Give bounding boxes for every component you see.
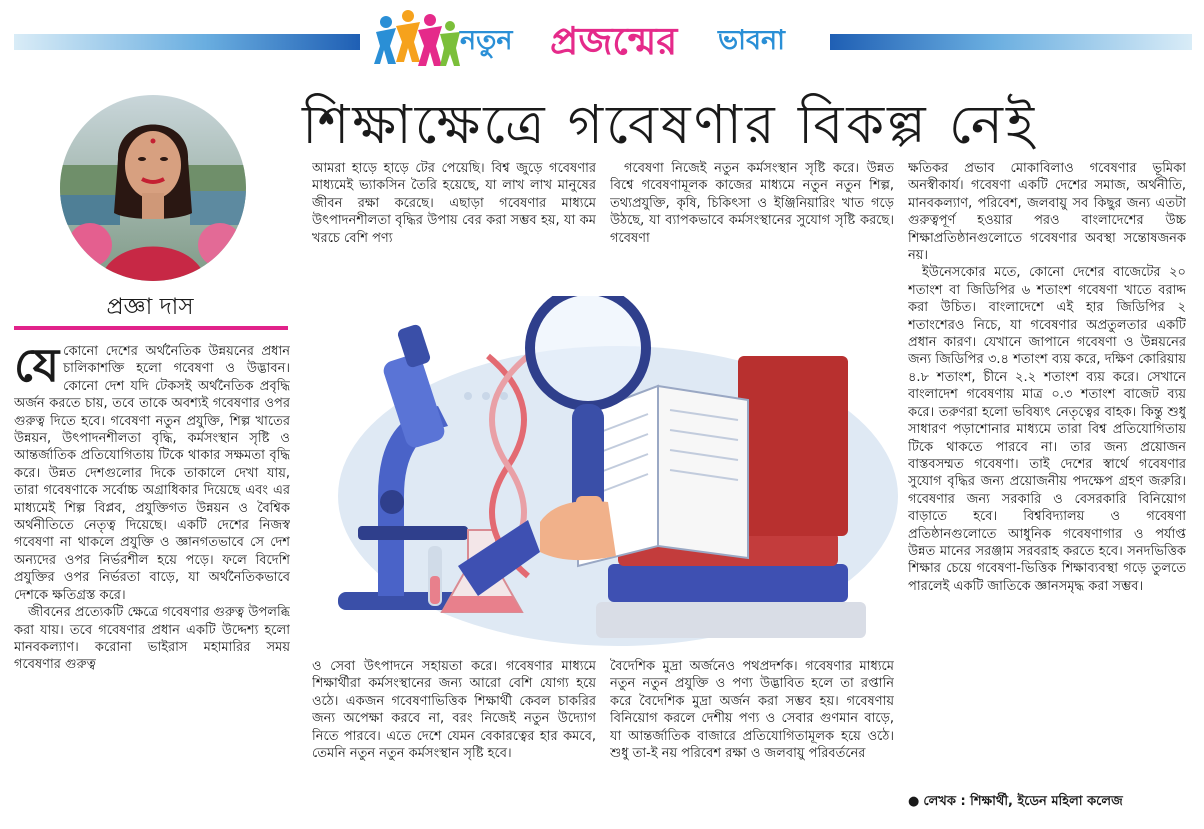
article-column-right [908,160,1186,790]
research-illustration [318,296,898,650]
author-photo [60,95,246,281]
paragraph: গবেষণা নিজেই নতুন কর্মসংস্থান সৃষ্টি করে। উন্নত বিশ্বে গবেষণামূলক কাজের মাধ্যমে নতুন নতুন শিল্প, তথ্যপ্রযুক্তি, কৃষি, চিকিৎসা ও ইঞ্জিনিয়ারিং খাত গড়ে উঠছে, যা ব্যাপকভাবে কর্মসংস্থানের সুযোগ সৃষ্টি করছে। গবেষণা [610,161,894,246]
logo-word-bhabna: ভাবনা [718,25,785,56]
author-credit-text: লেখক : শিক্ষার্থী, ইডেন মহিলা কলেজ [923,794,1123,809]
article-column-middle-bottom-a [312,658,596,818]
masthead-band-right [830,34,1192,50]
logo-word-projonmer: প্রজন্মের [550,19,678,63]
paragraph: কোনো দেশের অর্থনৈতিক উন্নয়নের প্রধান চালিকাশক্তি হলো গবেষণা ও উদ্ভাবন। কোনো দেশ যদি টেকসই অর্থনৈতিক প্রবৃদ্ধি অর্জন করতে চায়, তবে তাকে অবশ্যই গবেষণার ওপর গুরুত্ব দিতে হবে। গবেষণা নতুন প্রযুক্তি, শিল্প খাতের উন্নয়ন, উৎপাদনশীলতা বৃদ্ধি, কর্মসংস্থান সৃষ্টি ও আন্তর্জাতিক প্রতিযোগিতায় টিকে থাকার সক্ষমতা বৃদ্ধি করে। উন্নত দেশগুলোর দিকে তাকালে দেখা যায়, তারা গবেষণাকে সর্বোচ্চ অগ্রাধিকার দিয়েছে এবং এর মাধ্যমেই শিল্প বিপ্লব, প্রযুক্তিগত উন্নয়ন ও বৈশ্বিক অর্থনীতিতে নেতৃত্ব দিয়েছে। একটি দেশের নিজস্ব গবেষণা না থাকলে প্রযুক্তি ও জ্ঞানগতভাবে সে দেশ অন্যদের ওপর নির্ভরশীল হয়ে পড়ে। ফলে বিদেশি প্রযুক্তির ওপর নির্ভরতা বাড়ে, যা অর্থনৈতিকভাবে দেশকে ক্ষতিগ্রস্ত করে। [14,344,290,603]
article-column-left [14,343,290,819]
masthead-band-left [14,34,360,50]
author-credit [908,792,1186,813]
paragraph: ক্ষতিকর প্রভাব মোকাবিলাও গবেষণার ভূমিকা অনস্বীকার্য। গবেষণা একটি দেশের সমাজ, অর্থনীতি, মানবকল্যাণ, পরিবেশ, জলবায়ু সব কিছুর জন্য এতটা গুরুত্বপূর্ণ হওয়ার পরও বাংলাদেশের উচ্চ শিক্ষাপ্রতিষ্ঠানগুলোতে গবেষণার অবস্থা সন্তোষজনক নয়। [908,161,1186,264]
drop-cap: যে [14,343,60,392]
paragraph: ইউনেসকোর মতে, কোনো দেশের বাজেটের ২০ শতাংশ বা জিডিপির ৬ শতাংশ গবেষণা খাতে বরাদ্দ করা উচিত। বাংলাদেশে এই হার জিডিপির ২ শতাংশেরও নিচে, যা গবেষণার অপ্রতুলতার একটি প্রধান কারণ। যেখানে জাপানে গবেষণা ও উন্নয়নের জন্য জিডিপির ৩.৪ শতাংশ ব্যয় করে, দক্ষিণ কোরিয়ায় ৪.৮ শতাংশ, চীনে ২.২ শতাংশ ব্যয় করে। সেখানে বাংলাদেশ গবেষণায় মাত্র ০.৩ শতাংশ বাজেট ব্যয় করে। তরুণরা হলো ভবিষ্যৎ নেতৃত্বের বাহক। কিন্তু শুধু সাধারণ পড়াশোনার মাধ্যমে তারা বিশ্ব প্রতিযোগিতায় টিকে থাকতে পারবে না। তার জন্য প্রয়োজন বাস্তবসম্মত গবেষণা। তাই দেশের স্বার্থে গবেষণার সুযোগ বৃদ্ধির জন্য প্রয়োজনীয় পদক্ষেপ গ্রহণ জরুরি। গবেষণার জন্য সরকারি ও বেসরকারি বিনিয়োগ বাড়াতে হবে। বিশ্ববিদ্যালয় ও গবেষণা প্রতিষ্ঠানগুলোতে আধুনিক গবেষণাগার ও পর্যাপ্ত উন্নত মানের সরঞ্জাম সরবরাহ করতে হবে। সনদভিত্তিক শিক্ষার চেয়ে গবেষণা-ভিত্তিক শিক্ষাব্যবস্থা গড়ে তুলতে পারলেই একটি জাতিকে জ্ঞানসমৃদ্ধ করা সম্ভব। [908,265,1186,594]
article-title: শিক্ষাক্ষেত্রে গবেষণার বিকল্প নেই [302,93,1038,156]
author-divider [14,326,288,330]
paragraph: বৈদেশিক মুদ্রা অর্জনেও পথপ্রদর্শক। গবেষণার মাধ্যমে নতুন নতুন প্রযুক্তি ও পণ্য উদ্ভাবিত হলে তা রপ্তানি করে বৈদেশিক মুদ্রা অর্জন করা সম্ভব হয়। গবেষণায় বিনিয়োগ করলে দেশীয় পণ্য ও সেবার গুণমান বাড়ে, যা আন্তর্জাতিক বাজারে প্রতিযোগিতামূলক হয়ে ওঠে। শুধু তা-ই নয় পরিবেশ রক্ষা ও জলবায়ু পরিবর্তনের [610,659,894,762]
paragraph: আমরা হাড়ে হাড়ে টের পেয়েছি। বিশ্ব জুড়ে গবেষণার মাধ্যমেই ভ্যাকসিন তৈরি হয়েছে, যা লাখ লাখ মানুষের জীবন রক্ষা করেছে। এছাড়া গবেষণার মাধ্যমে উৎপাদনশীলতা বৃদ্ধির উপায় বের করা সম্ভব হয়, যা কম খরচে বেশি পণ্য [312,161,596,246]
article-column-middle-top-a [312,160,596,272]
logo-word-notun: নতুন [460,25,513,56]
article-column-middle-bottom-b [610,658,894,818]
article-column-middle-top-b [610,160,894,272]
author-name: প্রজ্ঞা দাস [106,294,194,320]
paragraph: ও সেবা উৎপাদনে সহায়তা করে। গবেষণার মাধ্যমে শিক্ষার্থীরা কর্মসংস্থানের জন্য আরো বেশি যোগ্য হয়ে ওঠে। একজন গবেষণাভিত্তিক শিক্ষার্থী কেবল চাকরির জন্য অপেক্ষা করবে না, বরং নিজেই নতুন উদ্যোগ নিতে পারবে। এতে দেশে যেমন বেকারত্বের হার কমবে, তেমনি নতুন নতুন কর্মসংস্থান সৃষ্টি হবে। [312,659,596,762]
paragraph: জীবনের প্রত্যেকটি ক্ষেত্রে গবেষণার গুরুত্ব উপলব্ধি করা যায়। তবে গবেষণার প্রধান একটি উদ্দেশ্য হলো মানবকল্যাণ। করোনা ভাইরাস মহামারির সময় গবেষণার গুরুত্ব [14,605,290,673]
bullet-icon: ● [908,794,920,809]
section-logo [372,4,824,70]
children-figures-icon [372,6,464,70]
